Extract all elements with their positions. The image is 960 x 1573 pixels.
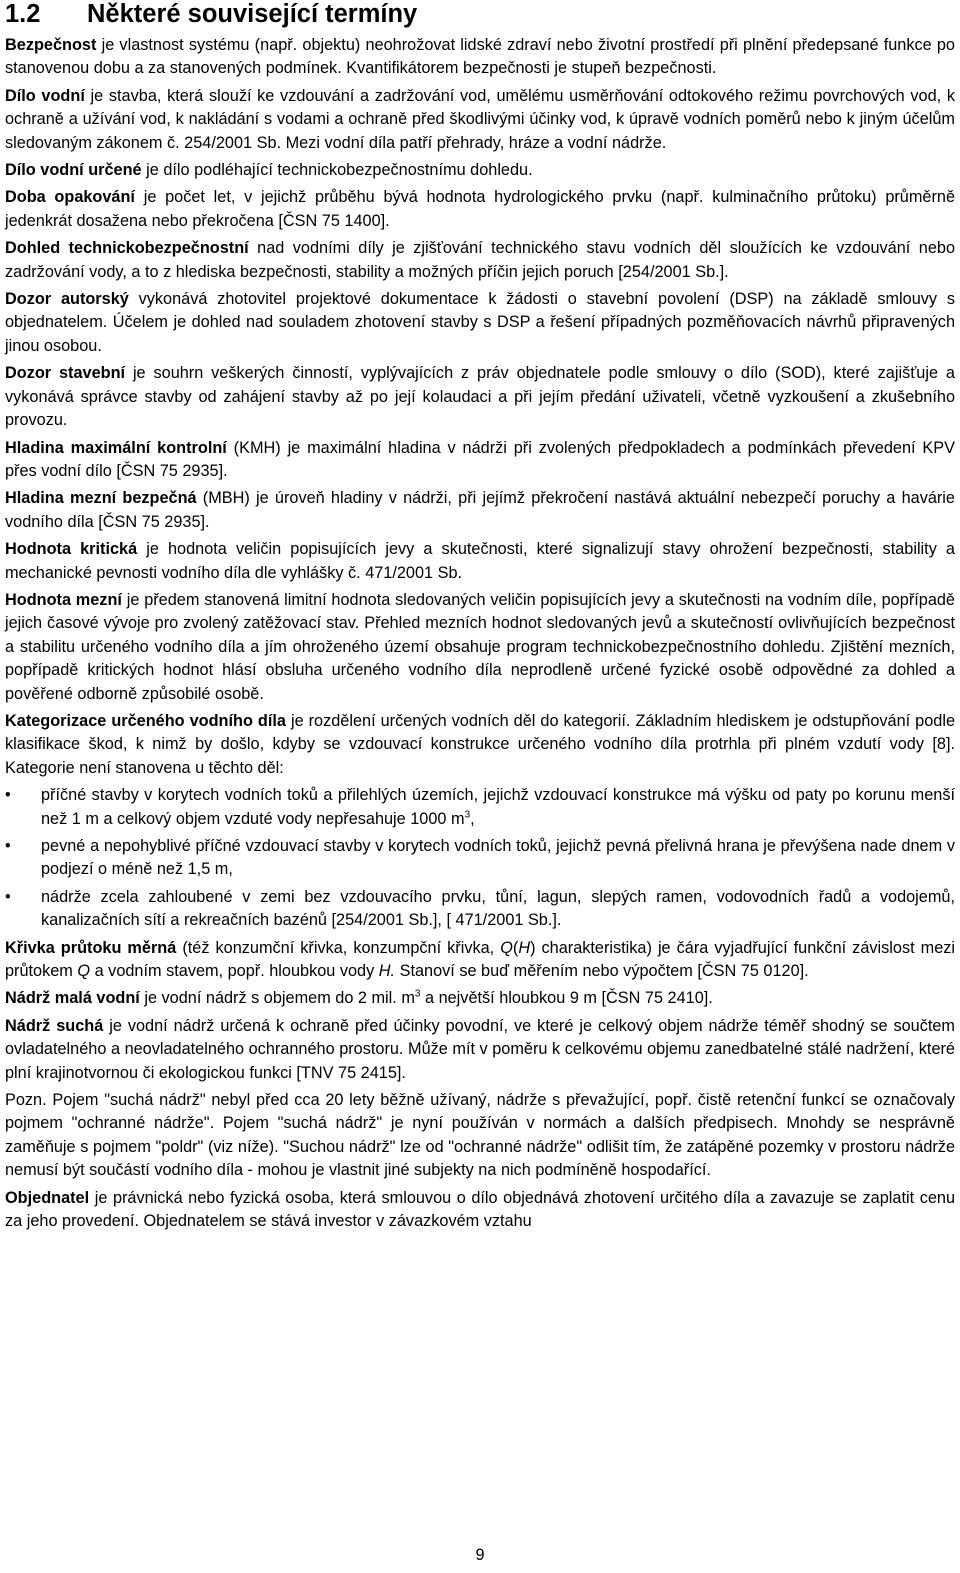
term: Doba opakování bbox=[5, 188, 135, 207]
definition: je hodnota veličin popisujících jevy a skutečnosti, které signalizují stavy ohrožení bezpečnosti, stability a mechanické pevnosti vodního díla dle vyhlášky č. 471/2001 Sb. bbox=[5, 540, 955, 582]
term: Kategorizace určeného vodního díla bbox=[5, 711, 286, 730]
bullet-icon: • bbox=[5, 837, 11, 855]
entry-krivka: Křivka průtoku měrná (též konzumční křivka, konzumpční křivka, Q(H) charakteristika) je čára vyjadřující funkční závislost mezi průtokem Q a vodním stavem, popř. hloubkou vody H. Stanoví se buď měřením nebo výpočtem [ČSN 75 0120]. bbox=[5, 938, 956, 981]
definition: je počet let, v jejichž průběhu bývá hodnota hydrologického prvku (např. kulminačního průtoku) průměrně jedenkrát dosažena nebo překročena [ČSN 75 1400]. bbox=[5, 188, 955, 230]
entry-objednatel bbox=[5, 1187, 955, 1234]
entry-nadrz-mala: Nádrž malá vodní je vodní nádrž s objemem do 2 mil. $m^3$ a největší hloubkou 9 m [ČSN 75 2410]. bbox=[5, 989, 713, 1008]
section-heading bbox=[5, 0, 955, 34]
term: Dílo vodní bbox=[5, 86, 85, 105]
definition: je právnická nebo fyzická osoba, která smlouvou o dílo objednává zhotovení určitého díla a zavazuje se zaplatit cenu za jeho provedení. Objednatelem se stává investor v závazkovém vztahu bbox=[5, 1188, 955, 1231]
entry-hladina-mezni bbox=[5, 487, 955, 534]
definition: je rozdělení určených vodních děl do kategorií. Základním hlediskem je odstupňování podle klasifikace škod, k nimž by došlo, kdyby se vzdouvací konstrukce určeného vodního díla protrhla při plném vzdutí vody [8]. Kategorie není stanovena u těchto děl: bbox=[5, 711, 955, 777]
document-page bbox=[5, 0, 955, 1238]
term: Dozor autorský bbox=[5, 290, 129, 309]
page-number: 9 bbox=[475, 1546, 485, 1564]
entry-dilo-vodni bbox=[5, 85, 955, 155]
definition: vykonává zhotovitel projektové dokumentace k žádosti o stavební povolení (DSP) na základě smlouvy s objednatelem. Účelem je dohled nad souladem zhotovení stavby s DSP a řešení případných pozměňovacích návrhů připravených jinou osobou. bbox=[5, 290, 955, 355]
definition: je souhrn veškerých činností, vyplývajících z práv objednatele podle smlouvy o dílo (SOD), které zajišťuje a vykonává správce stavby od zahájení stavby až po její kolaudaci a při jejím předání uživateli, včetně vyzkoušení a zkušebního provozu. bbox=[5, 364, 955, 430]
list-item: • pevné a nepohyblivé příčné vzdouvací stavby v korytech vodních toků, jejichž pevná přelivná hrana je převýšena nade dnem v podjezí o méně než 1,5 m, bbox=[5, 837, 955, 879]
bullet-icon: • bbox=[5, 887, 11, 906]
term: Hodnota kritická bbox=[5, 540, 138, 559]
entry-hodnota-mezni bbox=[5, 589, 955, 706]
entry-kategorizace bbox=[5, 710, 955, 780]
definition: je dílo podléhající technickobezpečnostnímu dohledu. bbox=[141, 161, 533, 180]
definition: je stavba, která slouží ke vzdouvání a zadržování vod, umělému usměrňování odtokového režimu povrchových vod, k ochraně a užívání vod, k nakládání s vodami a ochraně před škodlivými účinky vod, k úpravě vodních poměrů nebo k jiným účelům sledovaným zákonem č. 254/2001 Sb. Mezi vodní díla patří přehrady, hráze a vodní nádrže. bbox=[5, 86, 956, 152]
bullet-icon: • bbox=[5, 786, 11, 805]
term: Bezpečnost bbox=[5, 36, 97, 54]
definition: je předem stanovená limitní hodnota sledovaných veličin popisujících jevy a skutečnosti na vodním díle, popřípadě jejich časové vývoje pro zvolený zatěžovací stav. Přehled mezních hodnot sledovaných jevů a skutečností ovlivňujících bezpečnost a stabilitu určeného vodního díla a jím ohroženého území obsahuje program technickobezpečnostního dohledu. Zjištění mezních, popřípadě kritických hodnot hlásí obsluha určeného vodního díla neprodleně určené fyzické osobě odpovědné za dohled a pověřené odborně způsobilé osobě. bbox=[5, 590, 955, 703]
list-item: • příčné stavby v korytech vodních toků a přilehlých územích, jejichž vzdouvací konstrukce má výšku od paty po korunu menší než 1 m a celkový objem vzduté vody nepřesahuje 1000 $m^3$, bbox=[5, 786, 955, 828]
term: Dohled technickobezpečnostní bbox=[5, 239, 249, 258]
entry-hladina-max bbox=[5, 437, 955, 484]
entry-bezpecnost bbox=[5, 34, 955, 81]
section-title: Některé související termíny bbox=[87, 0, 418, 28]
category-exceptions-list bbox=[5, 784, 955, 932]
term: Nádrž malá vodní bbox=[5, 989, 140, 1008]
entry-dozor-stavebni bbox=[5, 362, 955, 432]
entry-hodnota-kriticka bbox=[5, 538, 955, 585]
term: Dozor stavební bbox=[5, 364, 126, 383]
term: Dílo vodní určené bbox=[5, 161, 142, 180]
term: Hladina maximální kontrolní bbox=[5, 438, 227, 457]
entry-dozor-autorsky bbox=[5, 288, 955, 358]
definition: (KMH) je maximální hladina v nádrži při zvolených předpokladech a podmínkách převedení KPV přes vodní dílo [ČSN 75 2935]. bbox=[5, 438, 955, 480]
term: Křivka průtoku měrná bbox=[5, 938, 177, 957]
section-number: 1.2 bbox=[5, 0, 41, 28]
list-item: • nádrže zcela zahloubené v zemi bez vzdouvacího prvku, tůní, lagun, slepých ramen, vodovodních řadů a vodojemů, kanalizačních sítí a rekreačních bazénů [254/2001 Sb.], [ 471/2001 Sb.]. bbox=[5, 887, 955, 930]
entry-nadrz-sucha bbox=[5, 1015, 955, 1085]
term: Objednatel bbox=[5, 1188, 90, 1207]
note-paragraph: Pozn. Pojem "suchá nádrž" nebyl před cca 20 lety běžně užívaný, nádrže s převažující, popř. čistě retenční funkcí se označovaly pojmem "ochranné nádrže". Pojem "suchá nádrž" je nyní používán v normách a dalších předpisech. Mnohdy se nesprávně zaměňuje s pojmem "poldr" (viz níže). "Suchou nádrž" lze od "ochranné nádrže" odlišit tím, že zatápěné pozemky v prostoru nádrže nemusí být součástí vodního díla - mohou je vlastnit jiné subjekty na nich podmíněně hospodařící. bbox=[5, 1091, 955, 1180]
term: Hodnota mezní bbox=[5, 590, 122, 609]
definition: nad vodními díly je zjišťování technického stavu vodních děl sloužících ke vzdouvání nebo zadržování vody, a to z hlediska bezpečnosti, stability a možných příčin jejich poruch [254/2001 Sb.]. bbox=[5, 239, 955, 281]
definition: je vlastnost systému (např. objektu) neohrožovat lidské zdraví nebo životní prostředí při plnění předepsané funkce po stanovenou dobu a za stanovených podmínek. Kvantifikátorem bezpečnosti je stupeň bezpečnosti. bbox=[5, 36, 955, 78]
definition: (MBH) je úroveň hladiny v nádrži, při jejímž překročení nastává aktuální nebezpečí poruchy a havárie vodního díla [ČSN 75 2935]. bbox=[5, 489, 955, 531]
entry-dohled bbox=[5, 237, 955, 284]
term: Hladina mezní bezpečná bbox=[5, 489, 197, 508]
term: Nádrž suchá bbox=[5, 1016, 104, 1035]
entry-doba-opakovani bbox=[5, 186, 955, 233]
entry-dilo-vodni-urcene bbox=[5, 159, 955, 182]
definition: je vodní nádrž určená k ochraně před účinky povodní, ve které je celkový objem nádrže téměř shodný se součtem ovladatelného a neovladatelného ochranného prostoru. Může mít v poměru k celkovému objemu zanedbatelné stálé nadržení, které plní krajinotvornou či ekologickou funkci [TNV 75 2415]. bbox=[5, 1016, 955, 1082]
